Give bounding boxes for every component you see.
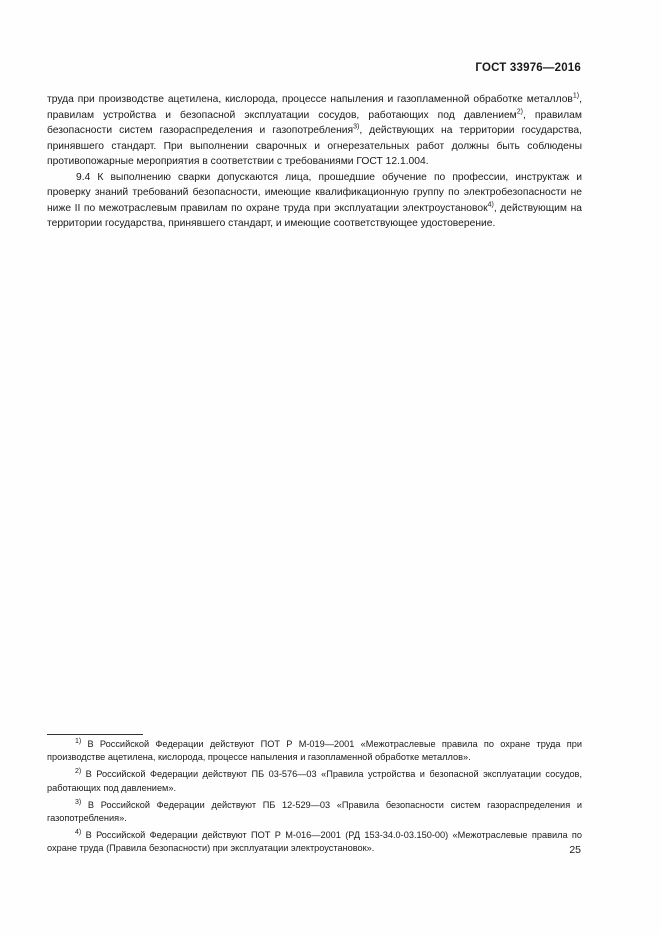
footnote-mark: 1) [75,737,82,745]
text-run: труда при производстве ацетилена, кислорода, процессе напыления и газопламенной обработке металлов [47,94,573,105]
footnote-4 [47,829,582,855]
footnote-mark: 4) [75,829,82,837]
footnote-ref-2[interactable]: 2) [516,108,523,116]
text-run: , правилам безопасности систем газораспределения и газопотребления [47,109,582,136]
footnote-mark: 2) [75,768,82,776]
footnote-ref-4[interactable]: 4) [487,201,494,209]
footnotes [47,738,582,860]
text-run: 9.4 К выполнению сварки допускаются лица, прошедшие обучение по профессии, инструктаж и проверку знаний требований безопасности, имеющие квалификационную группу по электробезопасности не ниже II по межотраслевым правилам по охране труда при эксплуатации электроустановок [47,171,582,214]
footnote-text: В Российской Федерации действуют ПОТ Р М-016—2001 (РД 153-34.0-03.150-00) «Межотраслевые правила по охране труда (Правила безопасности) при эксплуатации электроустановок». [47,830,582,854]
footnote-2 [47,768,582,794]
footnote-ref-1[interactable]: 1) [572,92,580,100]
footnote-1 [47,738,582,764]
text-run: , действующим на территории государства, принявшего стандарт, и имеющие соответствующее удостоверение. [47,202,582,229]
footnote-separator [47,734,143,735]
footnote-text: В Российской Федерации действуют ПБ 12-529—03 «Правила безопасности систем газораспределения и газопотребления». [47,799,582,824]
text-run: , правилам устройства и безопасной эксплуатации сосудов, работающих под давлением [47,94,582,121]
footnote-text: В Российской Федерации действуют ПБ 03-576—03 «Правила устройства и безопасной эксплуатации сосудов, работающих под давлением». [47,769,582,793]
footnote-3 [47,799,582,825]
footnote-mark: 3) [75,798,82,806]
text-run: , действующих на территории государства, принявшего стандарт. При выполнении сварочных и огнерезательных работ должны быть соблюдены противопожарные мероприятия в соответствии с требованиями ГОСТ 12.1.004. [47,125,582,167]
page-number: 25 [569,844,581,856]
footnote-text: В Российской Федерации действуют ПОТ Р М-019—2001 «Межотраслевые правила по охране труда при производстве ацетилена, кислорода, процессе напыления и газопламенной обработке металлов». [47,739,582,763]
paragraph-continued [47,92,582,170]
body-text [47,92,582,232]
standard-designation: ГОСТ 33976—2016 [475,62,581,74]
paragraph-9-4 [47,170,582,232]
footnote-ref-3[interactable]: 3) [353,123,360,131]
